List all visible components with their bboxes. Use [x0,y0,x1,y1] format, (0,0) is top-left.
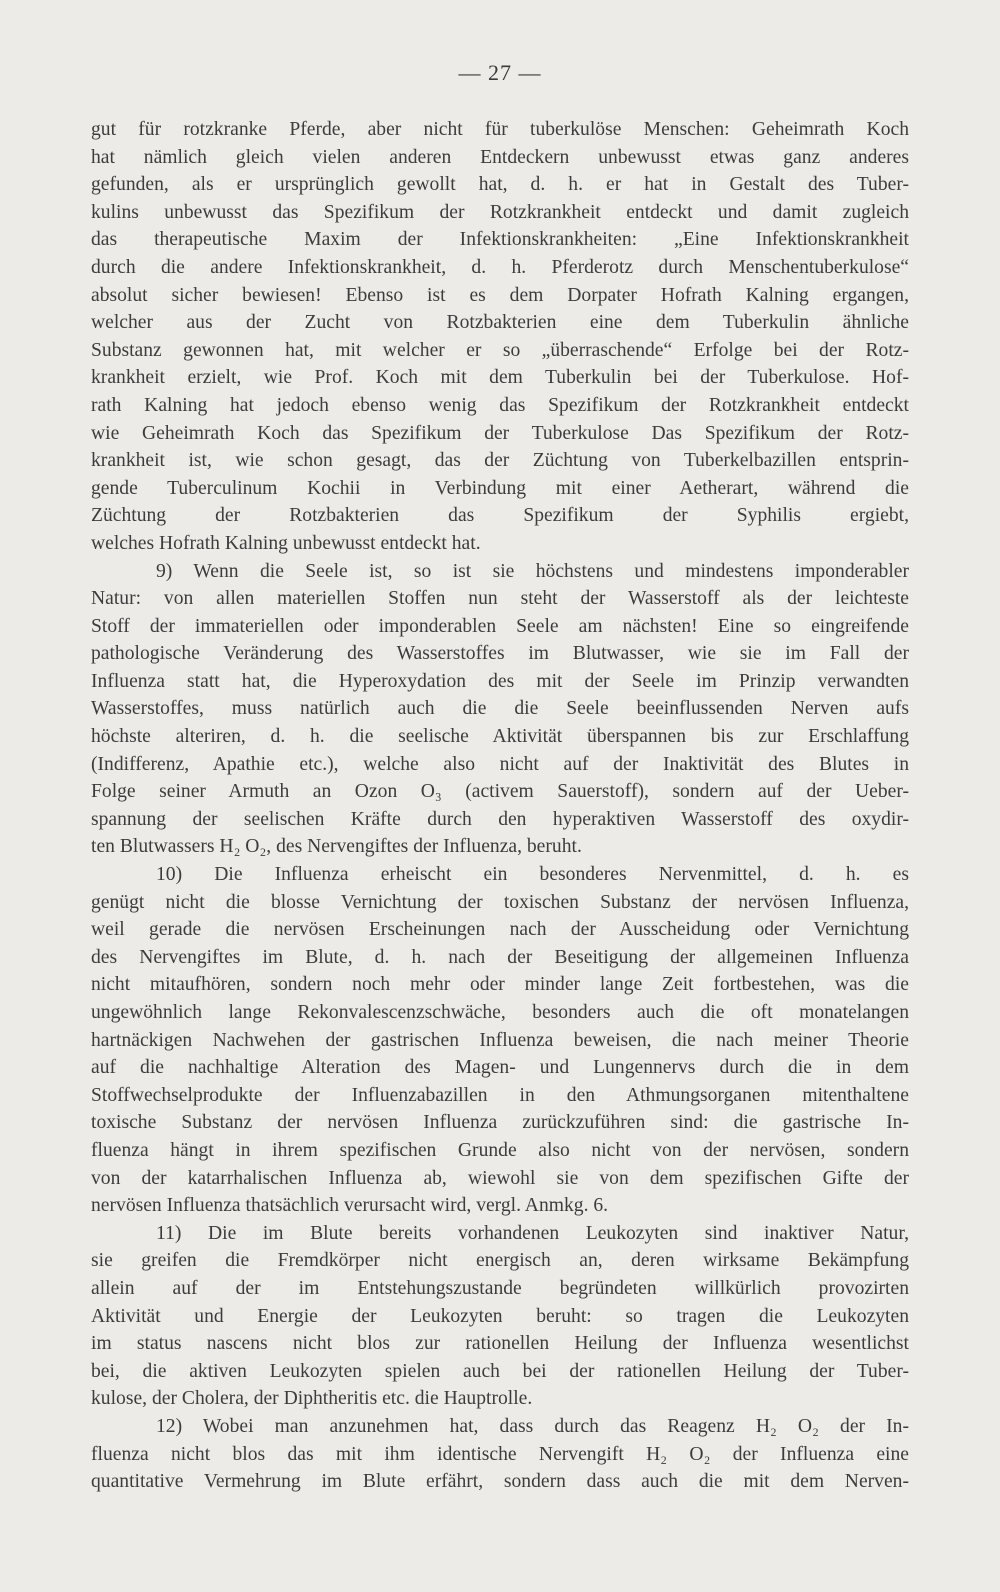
text-line: nervösen Influenza thatsächlich verursacht wird, vergl. Anmkg. 6. [91,1195,609,1217]
text-line: Substanz gewonnen hat, mit welcher er so „überraschende“ Erfolge bei der Rotz- [91,339,909,361]
text-line: auf die nachhaltige Alteration des Magen- und Lungennervs durch die in dem [91,1057,909,1079]
text-line: 9) Wenn die Seele ist, so ist sie höchstens und mindestens imponderabler [156,560,909,582]
text-line: 11) Die im Blute bereits vorhandenen Leukozyten sind inaktiver Natur, [156,1222,909,1244]
text-line: Folge seiner Armuth an Ozon O₃ (activem Sauerstoff), sondern auf der Ueber- [91,781,909,803]
text-line: nicht mitaufhören, sondern noch mehr oder minder lange Zeit fortbestehen, was die [91,974,909,996]
text-line: quantitative Vermehrung im Blute erfährt, sondern dass auch die mit dem Nerven- [91,1471,909,1493]
text-line: allein auf der im Entstehungszustande begründeten willkürlich provozirten [91,1277,909,1299]
text-line: im status nascens nicht blos zur rationellen Heilung der Influenza wesentlichst [91,1333,909,1355]
text-line: Natur: von allen materiellen Stoffen nun steht der Wasserstoff als der leichteste [91,588,909,610]
text-line: fluenza nicht blos das mit ihm identische Nervengift H₂ O₂ der Influenza eine [91,1443,909,1465]
text-line: toxische Substanz der nervösen Influenza zurückzuführen sind: die gastrische In- [91,1112,909,1134]
text-line: (Indifferenz, Apathie etc.), welche also nicht auf der Inaktivität des Blutes in [91,753,909,775]
text-line: von der katarrhalischen Influenza ab, wiewohl sie von dem spezifischen Gifte der [91,1167,909,1189]
text-line: krankheit erzielt, wie Prof. Koch mit dem Tuberkulin bei der Tuberkulose. Hof- [91,367,909,389]
text-line: gut für rotzkranke Pferde, aber nicht für tuberkulöse Menschen: Geheimrath Koch [91,119,909,140]
text-line: Züchtung der Rotzbakterien das Spezifikum der Syphilis ergiebt, [91,505,909,527]
text-line: ungewöhnlich lange Rekonvalescenzschwäche, besonders auch die oft monatelangen [91,1002,909,1023]
text-line: kulose, der Cholera, der Diphtheritis etc. die Hauptrolle. [91,1388,533,1410]
text-line: welcher aus der Zucht von Rotzbakterien eine dem Tuberkulin ähnliche [91,312,909,334]
text-line: gende Tuberculinum Kochii in Verbindung mit einer Aetherart, während die [91,477,909,499]
text-line: genügt nicht die blosse Vernichtung der toxischen Substanz der nervösen Influenza, [91,891,909,913]
text-line: weil gerade die nervösen Erscheinungen nach der Ausscheidung oder Vernichtung [91,919,909,941]
text-line: krankheit ist, wie schon gesagt, das der Züchtung von Tuberkelbazillen entsprin- [91,450,909,472]
body-text [91,116,909,1496]
text-line: absolut sicher bewiesen! Ebenso ist es dem Dorpater Hofrath Kalning ergangen, [91,284,909,306]
text-line: hartnäckigen Nachwehen der gastrischen Influenza beweisen, die nach meiner Theorie [91,1029,909,1051]
text-line: Aktivität und Energie der Leukozyten beruht: so tragen die Leukozyten [91,1305,909,1327]
text-line: Stoff der immateriellen oder imponderablen Seele am nächsten! Eine so eingreifende [91,615,909,637]
text-line: gefunden, als er ursprünglich gewollt hat, d. h. er hat in Gestalt des Tuber- [91,174,909,196]
text-line: kulins unbewusst das Spezifikum der Rotzkrankheit entdeckt und damit zugleich [91,201,909,223]
text-line: welches Hofrath Kalning unbewusst entdeckt hat. [91,532,481,554]
text-line: Influenza statt hat, die Hyperoxydation des mit der Seele im Prinzip verwandten [91,670,909,692]
text-line: des Nervengiftes im Blute, d. h. nach der Beseitigung der allgemeinen Influenza [91,946,909,968]
text-line: das therapeutische Maxim der Infektionskrankheiten: „Eine Infektionskrankheit [91,229,909,251]
text-line: Stoffwechselprodukte der Influenzabazillen in den Athmungsorganen mitenthaltene [91,1084,909,1106]
text-line: 12) Wobei man anzunehmen hat, dass durch das Reagenz H₂ O₂ der In- [156,1415,909,1437]
text-line: höchste alteriren, d. h. die seelische Aktivität überspannen bis zur Erschlaffung [91,726,909,748]
text-line: Wasserstoffes, muss natürlich auch die die Seele beeinflussenden Nerven aufs [91,698,909,720]
text-line: sie greifen die Fremdkörper nicht energisch an, deren wirksame Bekämpfung [91,1250,909,1272]
page-number: — 27 — [458,60,542,85]
text-line: durch die andere Infektionskrankheit, d. h. Pferderotz durch Menschentuberkulose“ [91,256,909,278]
text-line: 10) Die Influenza erheischt ein besonderes Nervenmittel, d. h. es [156,864,909,886]
text-line: pathologische Veränderung des Wasserstoffes im Blutwasser, wie sie im Fall der [91,643,909,665]
text-line: spannung der seelischen Kräfte durch den hyperaktiven Wasserstoff des oxydir- [91,808,909,830]
text-line: fluenza hängt in ihrem spezifischen Grunde also nicht von der nervösen, sondern [91,1139,909,1161]
text-line: rath Kalning hat jedoch ebenso wenig das Spezifikum der Rotzkrankheit entdeckt [91,394,909,416]
text-line: ten Blutwassers H₂ O₂, des Nervengiftes der Influenza, beruht. [91,836,582,858]
text-line: wie Geheimrath Koch das Spezifikum der Tuberkulose Das Spezifikum der Rotz- [91,422,909,444]
text-line: bei, die aktiven Leukozyten spielen auch bei der rationellen Heilung der Tuber- [91,1360,909,1382]
text-line: hat nämlich gleich vielen anderen Entdeckern unbewusst etwas ganz anderes [91,146,909,168]
